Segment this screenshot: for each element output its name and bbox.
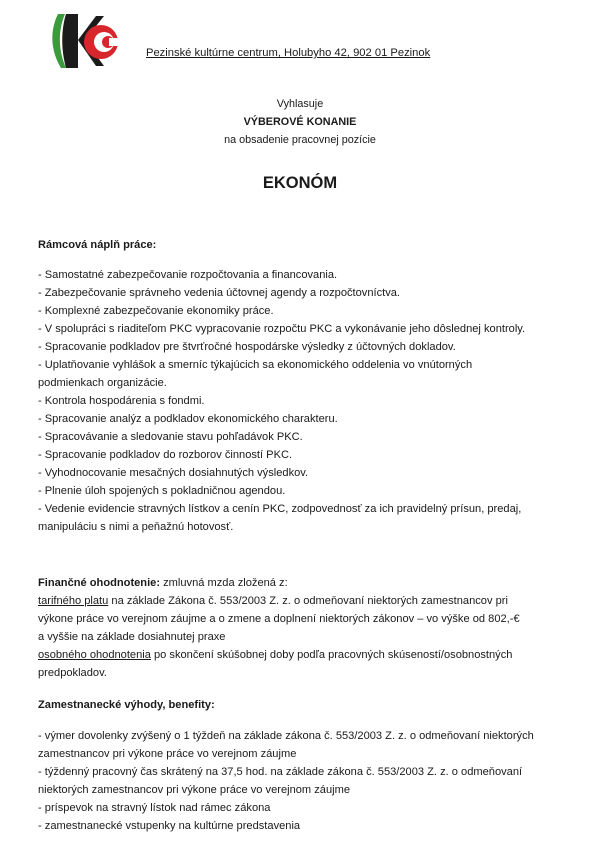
list-item: - Kontrola hospodárenia s fondmi. (38, 395, 205, 407)
svg-text:KC: KC (78, 70, 80, 71)
benefits-heading: Zamestnanecké výhody, benefity: (38, 699, 215, 711)
list-item: - Spracovanie podkladov do rozborov činností PKC. (38, 449, 293, 461)
finance-intro: zmluvná mzda zložená z: (160, 577, 288, 589)
finance-line: a vyššie na základe dosiahnutej praxe (38, 631, 226, 643)
finance-label: Finančné ohodnotenie: (38, 577, 161, 589)
benefits-list (38, 727, 573, 835)
list-item: - Spracovanie podkladov pre štvrťročné hospodárske výsledky z účtovných dokladov. (38, 341, 456, 353)
scope-heading: Rámcová náplň práce: (38, 239, 157, 251)
position-title: EKONÓM (262, 174, 338, 192)
list-item: niektorých zamestnancov pri výkone práce vo verejnom záujme (38, 784, 351, 796)
list-item: - V spolupráci s riaditeľom PKC vypracovanie rozpočtu PKC a vykonávanie jeho dôslednej kontroly. (38, 323, 526, 335)
list-item: - týždenný pracovný čas skrátený na 37,5 hod. na základe zákona č. 553/2003 Z. z. o odmeňovaní (38, 766, 523, 778)
list-item: - Vyhodnocovanie mesačných dosiahnutých výsledkov. (38, 467, 309, 479)
list-item: manipuláciu s nimi a peňažnú hotovosť. (38, 521, 234, 533)
list-item: - Plnenie úloh spojených s pokladničnou agendou. (38, 485, 286, 497)
list-item: - zamestnanecké vstupenky na kultúrne predstavenia (38, 820, 301, 832)
tariff-link[interactable]: tarifného platu (38, 595, 109, 607)
list-item: - Komplexné zabezpečovanie ekonomiky práce. (38, 305, 274, 317)
list-item: - Samostatné zabezpečovanie rozpočtovania a financovania. (38, 269, 338, 281)
header-address: Pezinské kultúrne centrum, Holubyho 42, 902 01 Pezinok (146, 47, 431, 59)
personal-rating-text: po skončení skúšobnej doby podľa pracovných skúseností/osobnostných (150, 649, 513, 661)
announcement-line1: Vyhlasuje (276, 98, 324, 110)
finance-line: výkone práce vo verejnom záujme a o zmene a doplnení niektorých zákonov – vo výške od 802,-€ (38, 613, 520, 625)
scope-list (38, 266, 573, 536)
announcement-line3: na obsadenie pracovnej pozície (224, 134, 376, 146)
list-item: - výmer dovolenky zvýšený o 1 týždeň na základe zákona č. 553/2003 Z. z. o odmeňovaní niektorých (38, 730, 534, 742)
list-item: - príspevok na stravný lístok nad rámec zákona (38, 802, 271, 814)
list-item: - Zabezpečovanie správneho vedenia účtovnej agendy a rozpočtovníctva. (38, 287, 401, 299)
personal-rating-link[interactable]: osobného ohodnotenia (38, 649, 151, 661)
list-item: zamestnancov pri výkone práce vo verejnom záujme (38, 748, 297, 760)
list-item: podmienkach organizácie. (38, 377, 167, 389)
list-item: - Spracovávanie a sledovanie stavu pohľadávok PKC. (38, 431, 303, 443)
pkc-logo (52, 10, 122, 72)
tariff-text: na základe Zákona č. 553/2003 Z. z. o odmeňovaní niektorých zamestnancov pri (108, 595, 508, 607)
announcement-title: VÝBEROVÉ KONANIE (243, 116, 357, 128)
list-item: - Vedenie evidencie stravných lístkov a cenín PKC, zodpovednosť za ich pravidelný prísun, predaj, (38, 503, 522, 515)
finance-section (38, 574, 573, 682)
list-item: - Uplatňovanie vyhlášok a smerníc týkajúcich sa ekonomického oddelenia vo vnútorných (38, 359, 473, 371)
list-item: - Spracovanie analýz a podkladov ekonomického charakteru. (38, 413, 338, 425)
finance-line: predpokladov. (38, 667, 107, 679)
